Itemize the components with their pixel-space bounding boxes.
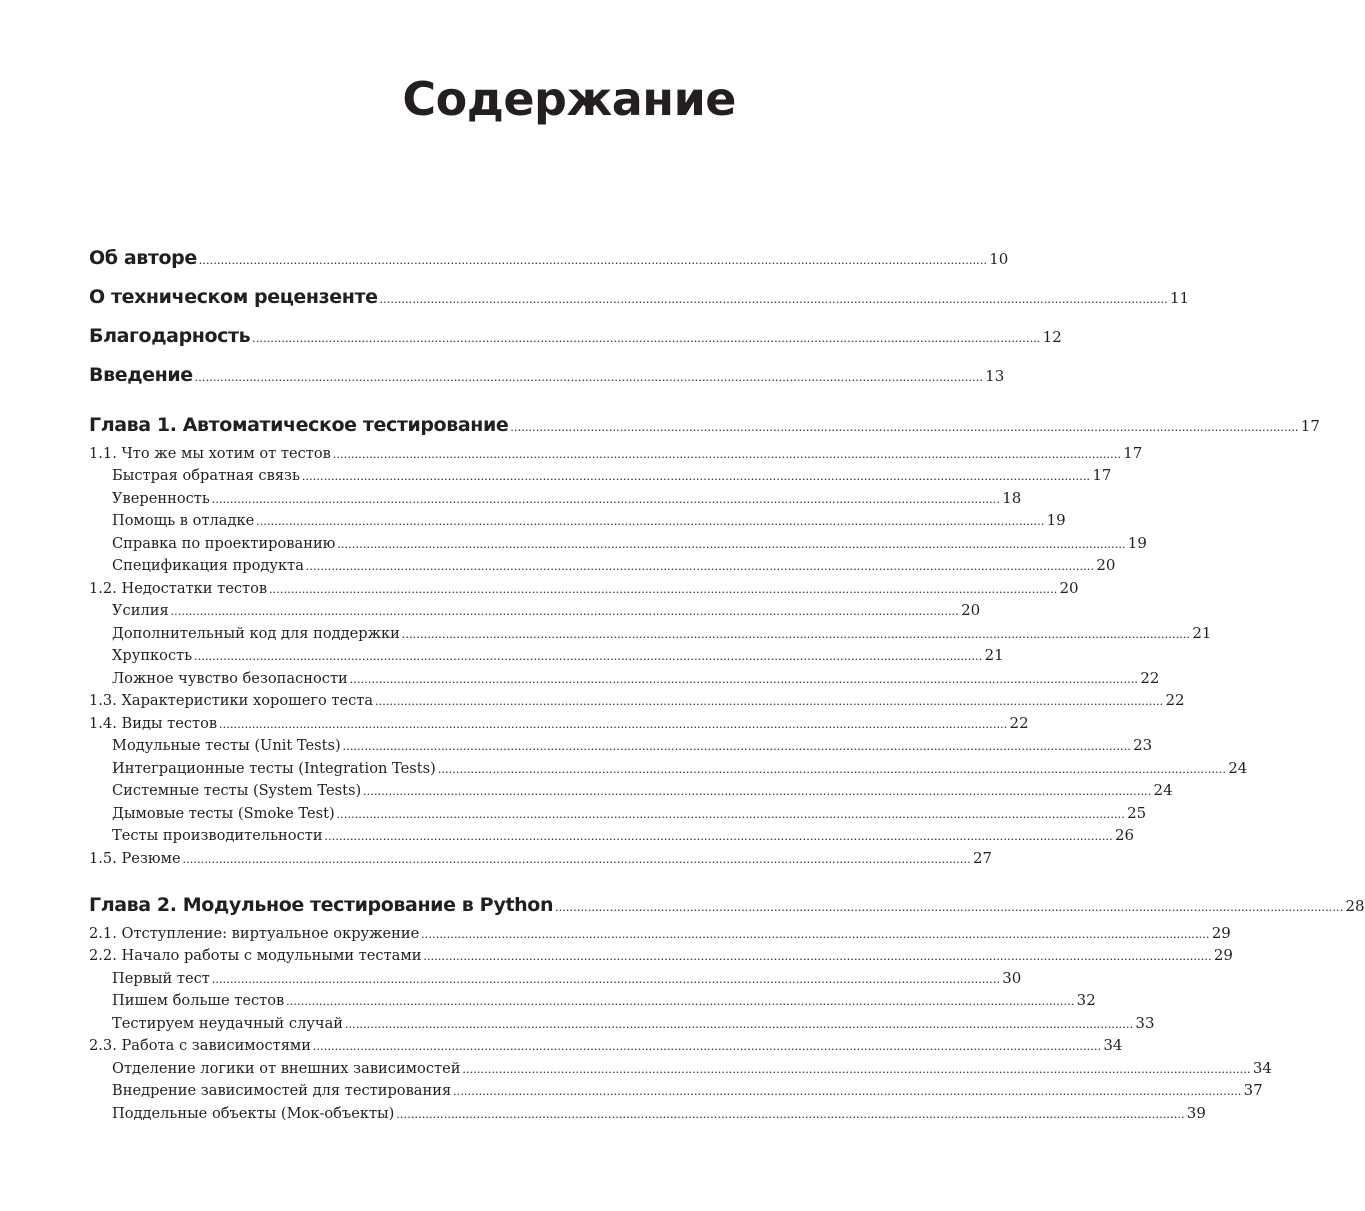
toc-entry-label: Модульные тесты (Unit Tests) xyxy=(112,737,341,754)
toc-page-number: 19 xyxy=(1127,534,1147,552)
toc-entry-label: Системные тесты (System Tests) xyxy=(112,782,362,799)
toc-subsection[interactable] xyxy=(112,466,1112,484)
toc-entry-label: Поддельные объекты (Мок-объекты) xyxy=(112,1105,395,1122)
toc-section[interactable] xyxy=(89,849,993,867)
toc-page-number: 17 xyxy=(1123,444,1143,462)
dot-leader: ........................................................................................................................................................................................................................ xyxy=(332,446,1122,461)
toc-entry-label: Помощь в отладке xyxy=(112,512,255,529)
toc-page-number: 19 xyxy=(1046,511,1066,529)
toc-section[interactable] xyxy=(89,691,1185,709)
toc-section[interactable] xyxy=(89,714,1029,732)
toc-page-number: 34 xyxy=(1252,1059,1272,1077)
dot-leader: ........................................................................................................................................................................................................................ xyxy=(194,648,983,663)
toc-entry-label: 2.1. Отступление: виртуальное окружение xyxy=(89,925,420,942)
toc-section[interactable] xyxy=(89,924,1231,942)
dot-leader: ........................................................................................................................................................................................................................ xyxy=(211,971,1001,986)
toc-entry-label: Тестируем неудачный случай xyxy=(112,1015,343,1032)
toc-page-number: 27 xyxy=(973,849,993,867)
toc-entry-label: Введение xyxy=(89,364,193,386)
toc-section[interactable] xyxy=(89,946,1233,964)
toc-subsection[interactable] xyxy=(112,1081,1263,1099)
toc-chapter-2[interactable] xyxy=(89,894,1365,916)
dot-leader: ........................................................................................................................................................................................................................ xyxy=(437,761,1227,776)
toc-page-number: 39 xyxy=(1186,1104,1206,1122)
toc-entry-label: Дополнительный код для поддержки xyxy=(112,625,400,642)
toc-page-number: 20 xyxy=(1059,579,1079,597)
toc-page-number: 21 xyxy=(1192,624,1212,642)
toc-subsection[interactable] xyxy=(112,991,1096,1009)
dot-leader: ........................................................................................................................................................................................................................ xyxy=(194,369,984,384)
toc-page-number: 29 xyxy=(1213,946,1233,964)
toc-entry-label: О техническом рецензенте xyxy=(89,286,378,308)
toc-entry-label: Внедрение зависимостей для тестирования xyxy=(112,1082,452,1099)
toc-subsection[interactable] xyxy=(112,969,1022,987)
dot-leader: ........................................................................................................................................................................................................................ xyxy=(342,738,1132,753)
dot-leader: ........................................................................................................................................................................................................................ xyxy=(219,716,1008,731)
toc-entry-label: 2.2. Начало работы с модульными тестами xyxy=(89,947,422,964)
toc-page-number: 21 xyxy=(984,646,1004,664)
toc-chapter-label: Глава 2. Модульное тестирование в Python xyxy=(89,894,554,916)
dot-leader: ........................................................................................................................................................................................................................ xyxy=(462,1061,1251,1076)
toc-page-number: 37 xyxy=(1243,1081,1263,1099)
toc-entry-label: Уверенность xyxy=(112,490,210,507)
toc-page-number: 20 xyxy=(961,601,981,619)
toc-page-number: 28 xyxy=(1345,897,1365,915)
toc-entry-label: 1.4. Виды тестов xyxy=(89,715,218,732)
toc-page-number: 34 xyxy=(1103,1036,1123,1054)
toc-subsection[interactable] xyxy=(112,646,1004,664)
toc-page-number: 30 xyxy=(1002,969,1022,987)
toc-entry-label: 1.2. Недостатки тестов xyxy=(89,580,268,597)
toc-entry-label: Пишем больше тестов xyxy=(112,992,285,1009)
toc-subsection[interactable] xyxy=(112,736,1153,754)
dot-leader: ........................................................................................................................................................................................................................ xyxy=(375,693,1164,708)
toc-entry-label: 1.5. Резюме xyxy=(89,850,181,867)
toc-entry-about-author[interactable] xyxy=(89,247,1009,269)
toc-entry-label: 1.3. Характеристики хорошего теста xyxy=(89,692,374,709)
toc-entry-reviewer[interactable] xyxy=(89,286,1190,308)
dot-leader: ........................................................................................................................................................................................................................ xyxy=(286,993,1075,1008)
dot-leader: ........................................................................................................................................................................................................................ xyxy=(396,1106,1185,1121)
toc-entry-label: Интеграционные тесты (Integration Tests) xyxy=(112,760,436,777)
dot-leader: ........................................................................................................................................................................................................................ xyxy=(379,291,1168,306)
dot-leader: ........................................................................................................................................................................................................................ xyxy=(324,828,1113,843)
toc-entry-label: Об авторе xyxy=(89,247,197,269)
toc-entry-label: Тесты производительности xyxy=(112,827,323,844)
dot-leader: ........................................................................................................................................................................................................................ xyxy=(256,513,1045,528)
dot-leader: ........................................................................................................................................................................................................................ xyxy=(337,536,1126,551)
dot-leader: ........................................................................................................................................................................................................................ xyxy=(312,1038,1102,1053)
dot-leader: ........................................................................................................................................................................................................................ xyxy=(453,1083,1242,1098)
dot-leader: ........................................................................................................................................................................................................................ xyxy=(170,603,960,618)
toc-subsection[interactable] xyxy=(112,489,1022,507)
toc-page-number: 22 xyxy=(1140,669,1160,687)
toc-subsection[interactable] xyxy=(112,669,1160,687)
toc-subsection[interactable] xyxy=(112,534,1147,552)
toc-page-number: 22 xyxy=(1009,714,1029,732)
toc-page-number: 24 xyxy=(1153,781,1173,799)
toc-subsection[interactable] xyxy=(112,1104,1206,1122)
dot-leader: ........................................................................................................................................................................................................................ xyxy=(510,419,1299,434)
dot-leader: ........................................................................................................................................................................................................................ xyxy=(555,899,1344,914)
dot-leader: ........................................................................................................................................................................................................................ xyxy=(423,948,1212,963)
dot-leader: ........................................................................................................................................................................................................................ xyxy=(345,1016,1134,1031)
toc-entry-label: Быстрая обратная связь xyxy=(112,467,300,484)
toc-entry-label: Усилия xyxy=(112,602,169,619)
toc-section[interactable] xyxy=(89,444,1143,462)
toc-page-number: 18 xyxy=(1002,489,1022,507)
toc-page-number: 29 xyxy=(1211,924,1231,942)
dot-leader: ........................................................................................................................................................................................................................ xyxy=(421,926,1210,941)
toc-entry-label: 1.1. Что же мы хотим от тестов xyxy=(89,445,331,462)
dot-leader: ........................................................................................................................................................................................................................ xyxy=(211,491,1001,506)
toc-page-number: 33 xyxy=(1135,1014,1155,1032)
toc-subsection[interactable] xyxy=(112,826,1135,844)
dot-leader: ........................................................................................................................................................................................................................ xyxy=(363,783,1152,798)
toc-section[interactable] xyxy=(89,579,1079,597)
toc-entry-label: Первый тест xyxy=(112,970,210,987)
toc-entry-introduction[interactable] xyxy=(89,364,1005,386)
toc-page-number: 10 xyxy=(989,250,1009,268)
dot-leader: ........................................................................................................................................................................................................................ xyxy=(336,806,1126,821)
dot-leader: ........................................................................................................................................................................................................................ xyxy=(301,468,1091,483)
toc-entry-label: Отделение логики от внешних зависимостей xyxy=(112,1060,461,1077)
dot-leader: ........................................................................................................................................................................................................................ xyxy=(252,330,1041,345)
page-title: Содержание xyxy=(402,72,736,126)
toc-subsection[interactable] xyxy=(112,759,1248,777)
toc-entry-label: Благодарность xyxy=(89,325,251,347)
toc-page-number: 12 xyxy=(1042,328,1062,346)
toc-entry-label: Ложное чувство безопасности xyxy=(112,670,348,687)
toc-page-number: 20 xyxy=(1096,556,1116,574)
toc-subsection[interactable] xyxy=(112,556,1116,574)
toc-subsection[interactable] xyxy=(112,601,981,619)
toc-subsection[interactable] xyxy=(112,804,1147,822)
toc-page-number: 25 xyxy=(1127,804,1147,822)
toc-page-number: 22 xyxy=(1165,691,1185,709)
toc-entry-acknowledgements[interactable] xyxy=(89,325,1062,347)
toc-subsection[interactable] xyxy=(112,511,1066,529)
toc-subsection[interactable] xyxy=(112,624,1212,642)
dot-leader: ........................................................................................................................................................................................................................ xyxy=(401,626,1191,641)
toc-chapter-label: Глава 1. Автоматическое тестирование xyxy=(89,414,509,436)
toc-entry-label: Дымовые тесты (Smoke Test) xyxy=(112,805,335,822)
toc-page-number: 26 xyxy=(1114,826,1135,844)
toc-section[interactable] xyxy=(89,1036,1123,1054)
toc-page-number: 11 xyxy=(1170,289,1190,307)
dot-leader: ........................................................................................................................................................................................................................ xyxy=(269,581,1058,596)
toc-entry-label: Справка по проектированию xyxy=(112,535,336,552)
toc-page-number: 13 xyxy=(985,367,1005,385)
dot-leader: ........................................................................................................................................................................................................................ xyxy=(305,558,1095,573)
toc-entry-label: Спецификация продукта xyxy=(112,557,304,574)
toc-chapter-1[interactable] xyxy=(89,414,1320,436)
toc-page-number: 23 xyxy=(1133,736,1153,754)
dot-leader: ........................................................................................................................................................................................................................ xyxy=(349,671,1139,686)
toc-subsection[interactable] xyxy=(112,1014,1155,1032)
toc-subsection[interactable] xyxy=(112,1059,1272,1077)
toc-page-number: 17 xyxy=(1300,417,1320,435)
toc-entry-label: Хрупкость xyxy=(112,647,193,664)
dot-leader: ........................................................................................................................................................................................................................ xyxy=(198,252,988,267)
toc-subsection[interactable] xyxy=(112,781,1173,799)
toc-page-number: 24 xyxy=(1228,759,1248,777)
toc-page-number: 32 xyxy=(1076,991,1096,1009)
toc-entry-label: 2.3. Работа с зависимостями xyxy=(89,1037,311,1054)
dot-leader: ........................................................................................................................................................................................................................ xyxy=(182,851,972,866)
toc-page-number: 17 xyxy=(1092,466,1112,484)
